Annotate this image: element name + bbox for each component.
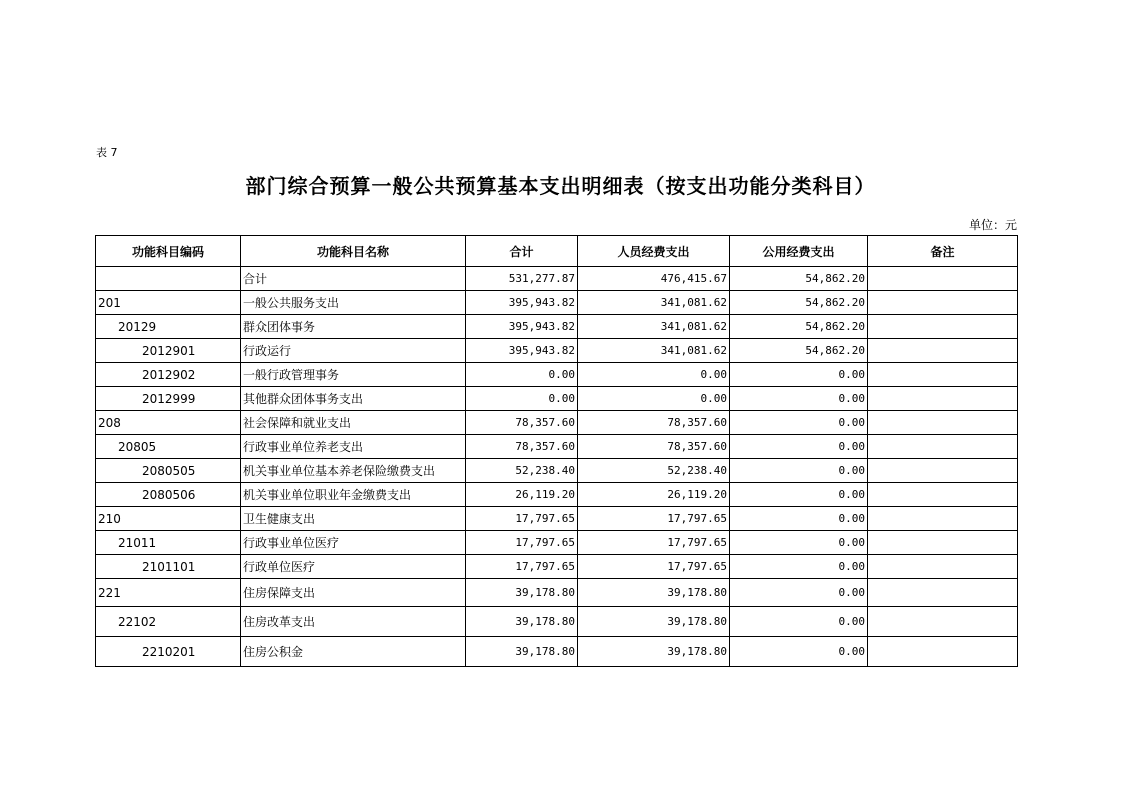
personnel-expense-cell: 52,238.40 (578, 459, 730, 483)
function-code-cell: 2012901 (96, 339, 241, 363)
function-code-cell: 201 (96, 291, 241, 315)
function-name-cell: 机关事业单位基本养老保险缴费支出 (241, 459, 466, 483)
table-row (96, 507, 1018, 531)
table-row (96, 531, 1018, 555)
column-header: 功能科目名称 (241, 236, 466, 267)
note-cell (868, 363, 1018, 387)
function-name-cell: 住房保障支出 (241, 579, 466, 607)
table-row (96, 459, 1018, 483)
personnel-expense-cell: 17,797.65 (578, 555, 730, 579)
total-amount-cell: 39,178.80 (466, 579, 578, 607)
function-name-cell: 其他群众团体事务支出 (241, 387, 466, 411)
public-expense-cell: 54,862.20 (730, 291, 868, 315)
note-cell (868, 387, 1018, 411)
function-code-cell: 2012999 (96, 387, 241, 411)
total-amount-cell: 0.00 (466, 387, 578, 411)
function-name-cell: 行政事业单位养老支出 (241, 435, 466, 459)
function-name-cell: 住房公积金 (241, 637, 466, 667)
note-cell (868, 483, 1018, 507)
public-expense-cell: 0.00 (730, 435, 868, 459)
table-row (96, 339, 1018, 363)
function-name-cell: 群众团体事务 (241, 315, 466, 339)
table-row (96, 579, 1018, 607)
function-name-cell: 行政运行 (241, 339, 466, 363)
page-title: 部门综合预算一般公共预算基本支出明细表（按支出功能分类科目） (245, 174, 876, 198)
function-code-cell: 210 (96, 507, 241, 531)
table-row (96, 363, 1018, 387)
column-header: 人员经费支出 (578, 236, 730, 267)
personnel-expense-cell: 341,081.62 (578, 315, 730, 339)
note-cell (868, 267, 1018, 291)
public-expense-cell: 0.00 (730, 637, 868, 667)
total-amount-cell: 0.00 (466, 363, 578, 387)
total-amount-cell: 17,797.65 (466, 555, 578, 579)
note-cell (868, 531, 1018, 555)
public-expense-cell: 0.00 (730, 607, 868, 637)
note-cell (868, 411, 1018, 435)
column-header: 功能科目编码 (96, 236, 241, 267)
function-name-cell: 行政事业单位医疗 (241, 531, 466, 555)
total-amount-cell: 78,357.60 (466, 411, 578, 435)
table-row (96, 315, 1018, 339)
function-code-cell: 2012902 (96, 363, 241, 387)
personnel-expense-cell: 341,081.62 (578, 291, 730, 315)
public-expense-cell: 0.00 (730, 531, 868, 555)
function-name-cell: 卫生健康支出 (241, 507, 466, 531)
total-amount-cell: 26,119.20 (466, 483, 578, 507)
column-header: 公用经费支出 (730, 236, 868, 267)
personnel-expense-cell: 476,415.67 (578, 267, 730, 291)
table-row (96, 607, 1018, 637)
unit-label: 单位：元 (968, 218, 1017, 232)
personnel-expense-cell: 39,178.80 (578, 637, 730, 667)
public-expense-cell: 0.00 (730, 579, 868, 607)
total-amount-cell: 531,277.87 (466, 267, 578, 291)
total-amount-cell: 395,943.82 (466, 291, 578, 315)
function-name-cell: 行政单位医疗 (241, 555, 466, 579)
public-expense-cell: 54,862.20 (730, 315, 868, 339)
note-cell (868, 435, 1018, 459)
function-code-cell: 20129 (96, 315, 241, 339)
total-amount-cell: 52,238.40 (466, 459, 578, 483)
total-amount-cell: 39,178.80 (466, 607, 578, 637)
function-code-cell: 21011 (96, 531, 241, 555)
public-expense-cell: 0.00 (730, 555, 868, 579)
public-expense-cell: 0.00 (730, 507, 868, 531)
function-name-cell: 一般行政管理事务 (241, 363, 466, 387)
column-header: 合计 (466, 236, 578, 267)
table-row (96, 291, 1018, 315)
table-row (96, 483, 1018, 507)
function-code-cell: 22102 (96, 607, 241, 637)
note-cell (868, 579, 1018, 607)
personnel-expense-cell: 39,178.80 (578, 607, 730, 637)
total-amount-cell: 78,357.60 (466, 435, 578, 459)
public-expense-cell: 0.00 (730, 483, 868, 507)
table-row (96, 435, 1018, 459)
total-amount-cell: 395,943.82 (466, 315, 578, 339)
personnel-expense-cell: 17,797.65 (578, 531, 730, 555)
function-name-cell: 住房改革支出 (241, 607, 466, 637)
function-name-cell: 合计 (241, 267, 466, 291)
public-expense-cell: 0.00 (730, 387, 868, 411)
function-code-cell: 2080506 (96, 483, 241, 507)
note-cell (868, 459, 1018, 483)
function-code-cell: 221 (96, 579, 241, 607)
note-cell (868, 339, 1018, 363)
personnel-expense-cell: 17,797.65 (578, 507, 730, 531)
table-row (96, 411, 1018, 435)
function-name-cell: 一般公共服务支出 (241, 291, 466, 315)
public-expense-cell: 54,862.20 (730, 267, 868, 291)
total-amount-cell: 17,797.65 (466, 507, 578, 531)
function-code-cell: 2101101 (96, 555, 241, 579)
budget-table (95, 235, 1018, 667)
table-row (96, 637, 1018, 667)
function-name-cell: 社会保障和就业支出 (241, 411, 466, 435)
function-code-cell: 2080505 (96, 459, 241, 483)
function-code-cell: 20805 (96, 435, 241, 459)
personnel-expense-cell: 39,178.80 (578, 579, 730, 607)
total-amount-cell: 17,797.65 (466, 531, 578, 555)
table-header-row (96, 236, 1018, 267)
note-cell (868, 291, 1018, 315)
function-code-cell (96, 267, 241, 291)
note-cell (868, 507, 1018, 531)
column-header: 备注 (868, 236, 1018, 267)
note-cell (868, 315, 1018, 339)
personnel-expense-cell: 26,119.20 (578, 483, 730, 507)
note-cell (868, 607, 1018, 637)
public-expense-cell: 54,862.20 (730, 339, 868, 363)
total-amount-cell: 39,178.80 (466, 637, 578, 667)
personnel-expense-cell: 341,081.62 (578, 339, 730, 363)
table-row (96, 555, 1018, 579)
personnel-expense-cell: 78,357.60 (578, 411, 730, 435)
table-row (96, 267, 1018, 291)
personnel-expense-cell: 0.00 (578, 387, 730, 411)
public-expense-cell: 0.00 (730, 459, 868, 483)
table-row (96, 387, 1018, 411)
note-cell (868, 555, 1018, 579)
function-code-cell: 208 (96, 411, 241, 435)
personnel-expense-cell: 0.00 (578, 363, 730, 387)
function-code-cell: 2210201 (96, 637, 241, 667)
table-number-label: 表 7 (96, 146, 118, 159)
public-expense-cell: 0.00 (730, 363, 868, 387)
personnel-expense-cell: 78,357.60 (578, 435, 730, 459)
function-name-cell: 机关事业单位职业年金缴费支出 (241, 483, 466, 507)
note-cell (868, 637, 1018, 667)
public-expense-cell: 0.00 (730, 411, 868, 435)
total-amount-cell: 395,943.82 (466, 339, 578, 363)
